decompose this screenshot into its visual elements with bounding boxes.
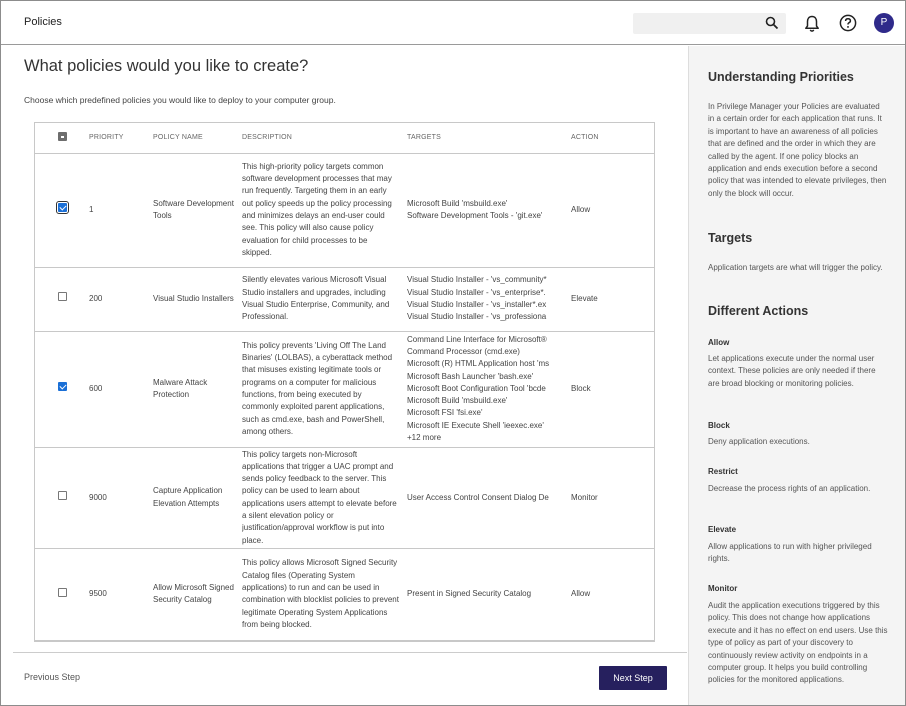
row-select-checkbox[interactable] xyxy=(58,292,67,301)
table-row[interactable] xyxy=(35,153,654,267)
target-item: Microsoft FSI 'fsi.exe' xyxy=(407,408,483,418)
table-row[interactable] xyxy=(35,548,654,640)
targets-text: Application targets are what will trigger the policy. xyxy=(708,263,883,272)
row-priority: 600 xyxy=(89,331,153,447)
targets-heading: Targets xyxy=(708,231,753,245)
row-targets xyxy=(407,153,571,267)
row-action: Elevate xyxy=(571,267,654,331)
target-item: Visual Studio Installer - 'vs_installer*.ex xyxy=(407,300,547,309)
row-policy-name: Allow Microsoft Signed Security Catalog xyxy=(153,548,242,640)
target-item: Microsoft Build 'msbuild.exe' xyxy=(407,198,508,208)
row-description: This policy prevents 'Living Off The Land Binaries' (LOLBAS), a cyberattack method that misuses existing legitimate tools or programs on a computer for malicious functions, from being executed by commonly exploited parent applications, such as cmd.exe, bash and PowerShell, among others. xyxy=(242,331,407,447)
row-description: This high-priority policy targets common software development processes that may run frequently. Targeting them in an early out policy speeds up the policy processing and minimizes delays an end-user could see. This policy will also cause policy evaluation for child processes to be skipped. xyxy=(242,153,407,267)
row-targets xyxy=(407,267,571,331)
column-header-description: DESCRIPTION xyxy=(242,123,407,153)
block-text: Deny application executions. xyxy=(708,437,810,446)
target-item: Microsoft IE Execute Shell 'ieexec.exe' xyxy=(407,420,544,430)
help-sidebar xyxy=(688,46,905,706)
row-select-checkbox[interactable] xyxy=(58,382,67,391)
previous-step-button[interactable]: Previous Step xyxy=(24,672,81,682)
footer-divider xyxy=(13,652,687,653)
actions-heading: Different Actions xyxy=(708,304,809,318)
search-input[interactable] xyxy=(633,13,786,34)
row-priority: 9000 xyxy=(89,447,153,548)
restrict-text: Decrease the process rights of an application. xyxy=(708,484,871,493)
row-action: Allow xyxy=(571,548,654,640)
row-policy-name: Malware Attack Protection xyxy=(153,331,242,447)
row-policy-name: Visual Studio Installers xyxy=(153,267,242,331)
row-description: Silently elevates various Microsoft Visual Studio installers and upgrades, including Visual Studio Enterprise, Community, and Professional. xyxy=(242,267,407,331)
select-all-checkbox[interactable] xyxy=(58,132,67,141)
column-header-action: ACTION xyxy=(571,123,654,153)
allow-text: Let applications execute under the normal user context. These policies are only needed if there are broad blocking or monitoring policies. xyxy=(708,354,876,388)
row-priority: 9500 xyxy=(89,548,153,640)
row-description: This policy targets non-Microsoft applications that trigger a UAC prompt and sends policy feedback to the server. This policy can be used to learn about applications users attempt to elevate before a silent elevation policy or justification/approval workflow is put into place. xyxy=(242,447,407,548)
page-subtitle: Choose which predefined policies you would like to deploy to your computer group. xyxy=(24,95,336,105)
notifications-bell-icon[interactable] xyxy=(804,15,820,38)
column-header-targets: TARGETS xyxy=(407,123,571,153)
monitor-heading: Monitor xyxy=(708,584,738,593)
row-targets xyxy=(407,331,571,447)
row-priority: 200 xyxy=(89,267,153,331)
next-step-button[interactable]: Next Step xyxy=(599,666,667,690)
elevate-text: Allow applications to run with higher privileged rights. xyxy=(708,542,872,564)
row-priority: 1 xyxy=(89,153,153,267)
target-item: Visual Studio Installer - 'vs_community* xyxy=(407,275,547,285)
column-header-priority[interactable]: PRIORITY xyxy=(89,123,153,153)
target-item: Command Processor (cmd.exe) xyxy=(407,346,520,356)
elevate-heading: Elevate xyxy=(708,525,737,534)
more-targets-link[interactable]: +12 more xyxy=(407,433,442,443)
target-item: Microsoft Boot Configuration Tool 'bcde xyxy=(407,383,546,393)
target-item: Microsoft Bash Launcher 'bash.exe' xyxy=(407,371,534,381)
row-targets xyxy=(407,548,571,640)
table-row[interactable] xyxy=(35,447,654,548)
target-item: Present in Signed Security Catalog xyxy=(407,589,532,599)
priorities-heading: Understanding Priorities xyxy=(708,70,854,84)
row-action: Monitor xyxy=(571,447,654,548)
row-action: Block xyxy=(571,331,654,447)
top-bar xyxy=(1,1,905,45)
row-select-checkbox[interactable] xyxy=(58,491,67,500)
target-item: Microsoft Build 'msbuild.exe' xyxy=(407,396,508,406)
row-select-checkbox[interactable] xyxy=(58,588,67,597)
row-description: This policy allows Microsoft Signed Security Catalog files (Operating System applications) to run and can be used in combination with blocklist policies to prevent legitimate Operating System Applications from being blocked. xyxy=(242,548,407,640)
column-header-name[interactable]: POLICY NAME xyxy=(153,123,242,153)
user-avatar[interactable]: P xyxy=(874,13,894,33)
target-item: Command Line Interface for Microsoft® xyxy=(407,334,547,344)
policies-table xyxy=(34,122,655,642)
block-heading: Block xyxy=(708,421,730,430)
search-icon[interactable] xyxy=(765,16,779,30)
target-item: User Access Control Consent Dialog De xyxy=(407,492,549,502)
help-icon[interactable] xyxy=(839,14,857,37)
row-select-checkbox[interactable] xyxy=(58,203,67,212)
table-row[interactable] xyxy=(35,331,654,447)
row-action: Allow xyxy=(571,153,654,267)
row-policy-name: Capture Application Elevation Attempts xyxy=(153,447,242,548)
page-title: What policies would you like to create? xyxy=(24,57,309,75)
target-item: Microsoft (R) HTML Application host 'ms xyxy=(407,359,550,369)
target-item: Visual Studio Installer - 'vs_enterprise*. xyxy=(407,287,546,297)
allow-heading: Allow xyxy=(708,338,730,347)
row-targets xyxy=(407,447,571,548)
app-title: Policies xyxy=(24,16,62,28)
main-panel xyxy=(1,46,687,706)
target-item: Visual Studio Installer - 'vs_professiona xyxy=(407,312,547,322)
priorities-text: In Privilege Manager your Policies are evaluated in a certain order for each application that runs. It is important to have an awareness of all policies that are defined and the order in which they are called by the agent. If one policy blocks an application and ends execution before a second policy that was intended to elevate privileges, then only the block will occur. xyxy=(708,102,887,198)
restrict-heading: Restrict xyxy=(708,467,738,476)
target-item: Software Development Tools - 'git.exe' xyxy=(407,211,543,220)
row-policy-name: Software Development Tools xyxy=(153,153,242,267)
table-header-row xyxy=(35,123,654,153)
monitor-text: Audit the application executions triggered by this policy. This does not change how applications execute and it has no effect on end users. Use this type of policy as part of your discovery to continuously review activity on endpoints in a computer group. It helps you build controlling policies for the monitored applications. xyxy=(708,601,888,685)
table-row[interactable] xyxy=(35,267,654,331)
